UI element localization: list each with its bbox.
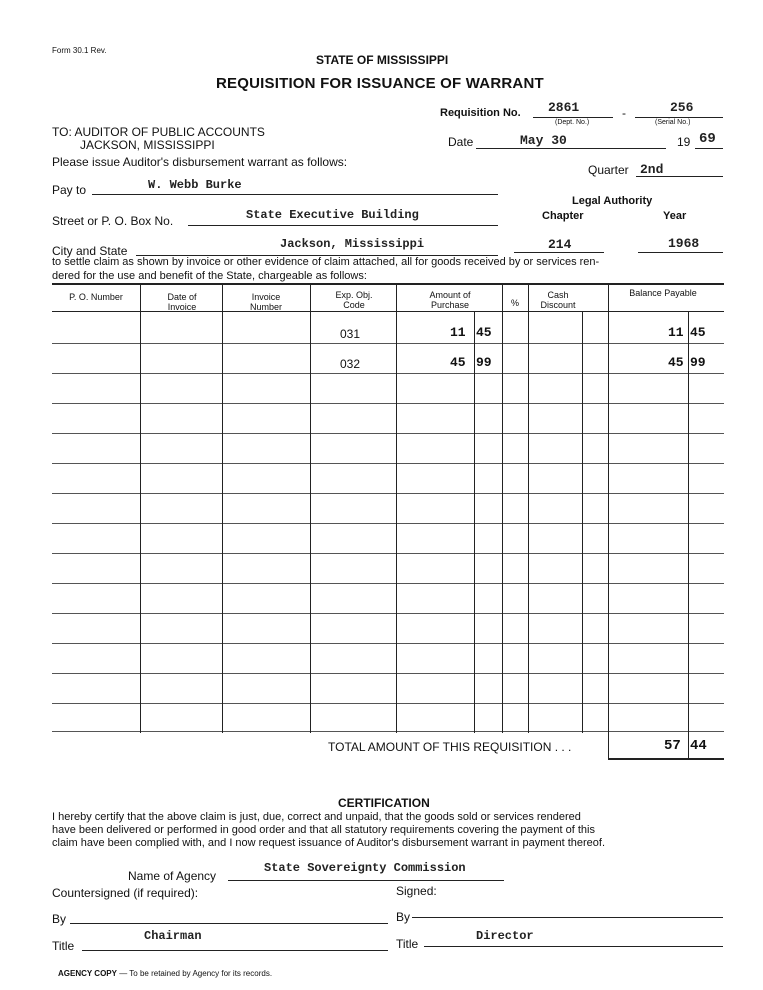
serial-number-line bbox=[635, 117, 723, 118]
legal-year-value: 1968 bbox=[668, 236, 700, 251]
header-amount-of-purchase: Amount of Purchase bbox=[429, 290, 471, 310]
title-value-right: Director bbox=[476, 929, 534, 943]
certification-heading: CERTIFICATION bbox=[338, 796, 430, 810]
quarter-line bbox=[636, 176, 723, 177]
chapter-label: Chapter bbox=[542, 210, 584, 222]
requisition-label: Requisition No. bbox=[440, 107, 521, 119]
header-date-of-invoice: Date of Invoice bbox=[167, 292, 197, 312]
by-line-right bbox=[412, 917, 723, 918]
header-balance-payable: Balance Payable bbox=[629, 288, 697, 298]
street-line bbox=[188, 225, 498, 226]
quarter-label: Quarter bbox=[588, 163, 629, 177]
total-cents: 44 bbox=[690, 738, 707, 754]
serial-caption: (Serial No.) bbox=[655, 119, 691, 126]
title-line-right bbox=[424, 946, 723, 947]
by-label-right: By bbox=[396, 910, 411, 924]
date-value: May 30 bbox=[520, 133, 567, 148]
chapter-line bbox=[514, 252, 604, 253]
header-exp-obj-code: Exp. Obj. Code bbox=[335, 290, 373, 310]
city-label: City and State bbox=[52, 244, 128, 258]
settle-text-line2: dered for the use and benefit of the State, chargeable as follows: bbox=[52, 270, 367, 282]
date-line bbox=[476, 148, 666, 149]
row2-exp-code: 032 bbox=[340, 357, 361, 371]
date-year-line bbox=[695, 148, 723, 149]
street-label: Street or P. O. Box No. bbox=[52, 214, 174, 228]
header-invoice-number: Invoice Number bbox=[249, 292, 282, 312]
requisition-dash: - bbox=[622, 106, 626, 120]
row1-amount-dollars: 11 bbox=[450, 325, 466, 340]
city-value: Jackson, Mississippi bbox=[280, 237, 425, 251]
legal-authority-label: Legal Authority bbox=[572, 195, 653, 207]
row2-balance-dollars: 45 bbox=[668, 355, 684, 370]
certification-line3: claim have been complied with, and I now request issuance of Auditor's disbursement warrant in payment thereof. bbox=[52, 837, 606, 849]
dept-number: 2861 bbox=[548, 100, 580, 115]
to-auditor: TO: AUDITOR OF PUBLIC ACCOUNTS bbox=[52, 125, 265, 139]
agency-line bbox=[228, 880, 504, 881]
pay-to-line bbox=[92, 194, 498, 195]
pay-to-label: Pay to bbox=[52, 183, 87, 197]
header-po-number: P. O. Number bbox=[69, 292, 123, 302]
pay-to-value: W. Webb Burke bbox=[148, 178, 242, 192]
certification-line1: I hereby certify that the above claim is just, due, correct and unpaid, that the goods sold or services rendered bbox=[52, 811, 581, 823]
legal-year-label: Year bbox=[663, 210, 687, 222]
settle-text-line1: to settle claim as shown by invoice or other evidence of claim attached, all for goods received by or services ren- bbox=[52, 256, 600, 268]
to-city: JACKSON, MISSISSIPPI bbox=[80, 138, 215, 152]
row2-balance-cents: 99 bbox=[690, 355, 706, 370]
date-label: Date bbox=[448, 135, 474, 149]
please-issue: Please issue Auditor's disbursement warrant as follows: bbox=[52, 155, 348, 169]
by-label-left: By bbox=[52, 912, 67, 926]
row1-exp-code: 031 bbox=[340, 327, 361, 341]
footer-retain-text: — To be retained by Agency for its records. bbox=[119, 969, 273, 978]
form-title: REQUISITION FOR ISSUANCE OF WARRANT bbox=[216, 75, 544, 92]
title-line-left bbox=[82, 950, 388, 951]
date-year: 69 bbox=[699, 131, 716, 147]
legal-year-line bbox=[638, 252, 723, 253]
countersigned-label: Countersigned (if required): bbox=[52, 886, 199, 900]
header-percent: % bbox=[510, 298, 519, 308]
row1-amount-cents: 45 bbox=[476, 325, 492, 340]
row2-amount-dollars: 45 bbox=[450, 355, 466, 370]
chapter-value: 214 bbox=[548, 237, 572, 252]
state-heading: STATE OF MISSISSIPPI bbox=[316, 53, 449, 67]
footer-agency-copy: AGENCY COPY bbox=[58, 969, 117, 978]
signed-label: Signed: bbox=[396, 884, 437, 898]
claim-table bbox=[52, 283, 724, 760]
title-value-left: Chairman bbox=[144, 929, 202, 943]
dept-number-line bbox=[533, 117, 613, 118]
agency-value: State Sovereignty Commission bbox=[264, 861, 466, 875]
agency-label: Name of Agency bbox=[128, 869, 217, 883]
form-number: Form 30.1 Rev. bbox=[52, 46, 107, 55]
total-label: TOTAL AMOUNT OF THIS REQUISITION . . . bbox=[328, 740, 572, 754]
header-cash-discount: Cash Discount bbox=[540, 290, 576, 310]
serial-number: 256 bbox=[670, 100, 694, 115]
certification-line2: have been delivered or performed in good order and that all statutory requirements covering the payment of this bbox=[52, 824, 595, 836]
total-dollars: 57 bbox=[664, 738, 681, 754]
dept-caption: (Dept. No.) bbox=[555, 119, 590, 126]
date-year-prefix: 19 bbox=[677, 135, 691, 149]
title-label-left: Title bbox=[52, 939, 75, 953]
row1-balance-dollars: 11 bbox=[668, 325, 684, 340]
footer-note bbox=[58, 969, 272, 978]
title-label-right: Title bbox=[396, 937, 419, 951]
by-line-left bbox=[70, 923, 388, 924]
quarter-value: 2nd bbox=[640, 162, 664, 177]
row1-balance-cents: 45 bbox=[690, 325, 706, 340]
street-value: State Executive Building bbox=[246, 208, 419, 222]
row2-amount-cents: 99 bbox=[476, 355, 492, 370]
